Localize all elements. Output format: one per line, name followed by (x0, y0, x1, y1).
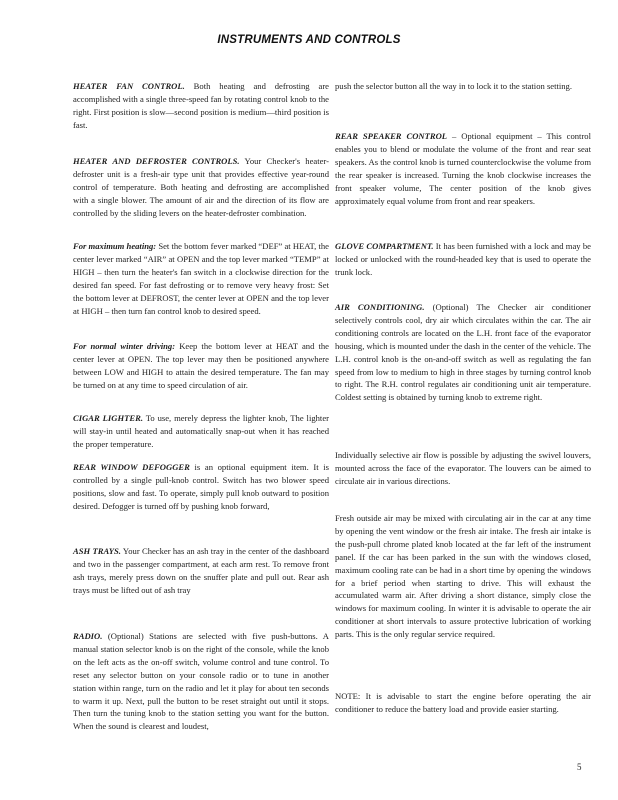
section-heading: GLOVE COMPARTMENT. (335, 241, 434, 251)
section-glove-compartment (335, 240, 591, 279)
section-cigar-lighter (73, 412, 329, 451)
section-body: (Optional) The Checker air conditioner selectively controls cool, dry air which circulates within the car. The air conditioning controls are located on the L.H. front face of the evaporator housing, which is mounted under the dash in the center of the vehicle. The L.H. control knob is the on-and-off switch as well as regulating the fan speed from low to medium to high in three stages by turning control knob to right. The R.H. control regulates air conditioning unit air temperature. Coldest setting is obtained by turning knob to extreme right. (335, 302, 592, 403)
section-body: (Optional) Stations are selected with five push-buttons. A manual station selector knob is on the right of the console, while the knob on the left acts as the on-off switch, volume control and tune control. To reset any selector button on your console radio or to tune in another station within range, turn on the radio and let it play for about ten seconds to warm it up. Next, pull the button to be reset straight out until it stops. Then turn the tuning knob to the station setting you want for the button. When the sound is clearest and loudest, (73, 631, 329, 732)
section-body: Individually selective air flow is possible by adjusting the swivel louvers, mounted across the face of the evaporator. The louvers can be aimed to circulate air in various directions. (335, 450, 591, 486)
page-number: 5 (577, 762, 582, 772)
section-body: Set the bottom fever marked “DEF” at HEAT, the center lever marked “AIR” at OPEN and the top lever marked “TEMP” at HIGH – then turn the heater's fan switch in a clockwise direction for the desired fan speed. For fast defrosting or to remove very heavy frost: Set the bottom lever at DEFROST, the center lever at OPEN and the top lever at HIGH – then turn fan control knob to desired speed. (73, 241, 329, 316)
section-air-conditioning (335, 301, 591, 404)
section-radio-continued (335, 80, 591, 93)
section-radio (73, 630, 329, 733)
section-ash-trays (73, 545, 329, 597)
section-heading: HEATER AND DEFROSTER CONTROLS. (73, 156, 240, 166)
section-body: – Optional equipment – This control enables you to blend or modulate the volume of the front and rear seat speakers. As the control knob is turned counterclockwise the volume from the rear speaker is increased. Turning the knob clockwise increases the front speaker volume, The center position of the knob gives approximately equal volume from front and rear speakers. (335, 131, 591, 206)
section-body: Both heating and defrosting are accomplished with a single three-speed fan by rotating control knob to the right. First position is slow—second position is medium—third position is fast. (73, 81, 329, 130)
section-heater-fan-control (73, 80, 329, 132)
section-heading: CIGAR LIGHTER. (73, 413, 143, 423)
section-body: Keep the bottom lever at HEAT and the center lever at OPEN. The top lever may then be positioned anywhere between LOW and HIGH to attain the desired temperature. The fan may be turned on at any time to speed circulation of air. (73, 341, 329, 390)
section-heading: REAR WINDOW DEFOGGER (73, 462, 190, 472)
section-body: NOTE: It is advisable to start the engine before operating the air conditioner to reduce the battery load and provide easier starting. (335, 691, 591, 714)
section-fresh-air (335, 512, 591, 641)
section-body: is an optional equipment item. It is controlled by a single pull-knob control. Switch has two blower speed positions, slow and fast. To operate, simply pull knob outward to position desired. Defogger is turned off by pushing knob forward, (73, 462, 329, 511)
section-heading: ASH TRAYS. (73, 546, 121, 556)
section-heading: For normal winter driving: (73, 341, 176, 351)
section-maximum-heating (73, 240, 329, 317)
section-body: Fresh outside air may be mixed with circulating air in the car at any time by opening the vent window or the fresh air intake. The fresh air intake is the push-pull chrome plated knob located at the far left of the instrument panel. If the car has been parked in the sun with the windows closed, maximum cooling rate can be had in a short time by opening the windows for a brief period when starting to drive. This will exhaust the accumulated warm air. After driving a short distance, simply close the windows for maximum cooling. In winter it is advisable to operate the air conditioner at short intervals to assure protective lubrication of working parts. This is the only regular service required. (335, 513, 591, 640)
section-heading: RADIO. (73, 631, 103, 641)
section-heading: HEATER FAN CONTROL. (73, 81, 185, 91)
section-body: Your Checker's heater-defroster unit is a fresh-air type unit that provides effective year-round control of temperature. Both heating and defrosting are accomplished with a single blower. The amount of air and the direction of its flow are controlled by the sliding levers on the heater-defroster combination. (73, 156, 329, 218)
section-heater-defroster-controls (73, 155, 329, 220)
section-normal-winter-driving (73, 340, 329, 392)
section-rear-speaker-control (335, 130, 591, 207)
section-heading: For maximum heating: (73, 241, 157, 251)
section-body: It has been furnished with a lock and may be locked or unlocked with the round-headed key that is used to operate the trunk lock. (335, 241, 591, 277)
section-heading: AIR CONDITIONING. (335, 302, 425, 312)
section-body: To use, merely depress the lighter knob, The lighter will stay-in until heated and automatically snap-out when it has reached the proper temperature. (73, 413, 329, 449)
section-rear-window-defogger (73, 461, 329, 513)
section-note (335, 690, 591, 716)
section-heading: REAR SPEAKER CONTROL (335, 131, 448, 141)
section-body: push the selector button all the way in to lock it to the station setting. (335, 81, 573, 91)
section-body: Your Checker has an ash tray in the center of the dashboard and two in the passenger compartment, at each arm rest. To remove front ash trays, merely press down on the snuffer plate and pull out. Rear ash trays must be lifted out of ash tray (73, 546, 329, 595)
section-air-flow-louvers (335, 449, 591, 488)
page-title: INSTRUMENTS AND CONTROLS (217, 34, 401, 46)
